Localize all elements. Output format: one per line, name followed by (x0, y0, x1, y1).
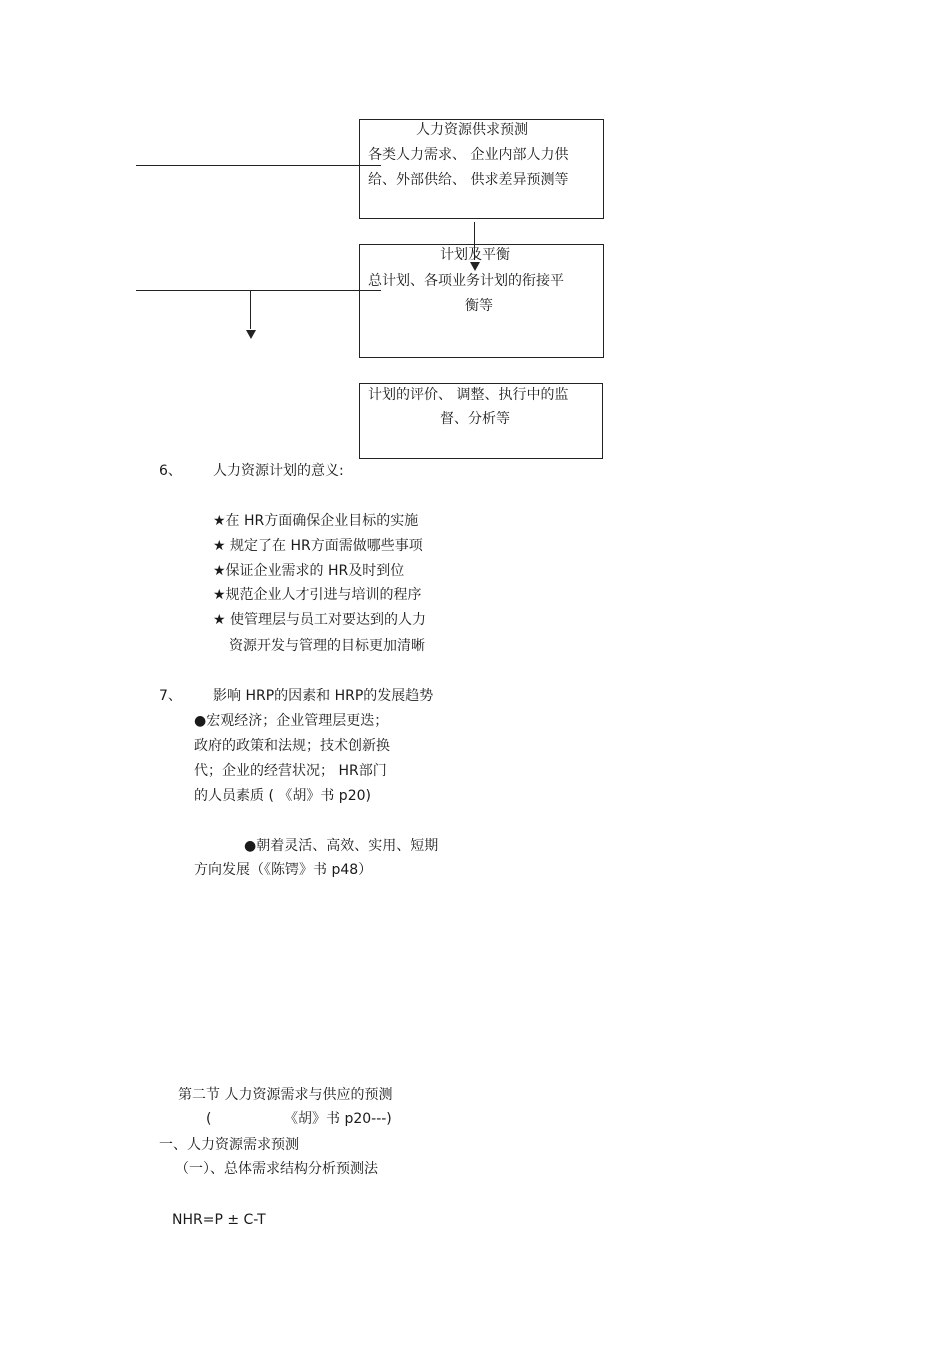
section-7-para2-line2: 方向发展（《陈锷》书 p48） (194, 862, 373, 878)
section-7-para2-line1: ●朝着灵活、高效、实用、短期 (244, 838, 439, 854)
section-6-item-4: ★规范企业人才引进与培训的程序 (213, 587, 422, 603)
section-7-para1-line1: ●宏观经济；企业管理层更迭； (194, 713, 389, 729)
section-7-number: 7、 (159, 688, 182, 704)
flow-box-plan-balance-line2: 衡等 (465, 298, 493, 314)
section-6-item-5-cont: 资源开发与管理的目标更加清晰 (229, 638, 425, 654)
connector-line-2 (136, 290, 381, 291)
flow-box-evaluation-line1: 计划的评价、 调整、执行中的监 (368, 387, 569, 403)
arrow-down-icon (246, 330, 256, 339)
flow-box-supply-demand-line2: 给、外部供给、 供求差异预测等 (368, 172, 569, 188)
section-two-heading: 第二节 人力资源需求与供应的预测 (178, 1087, 393, 1103)
section-two-formula: NHR=P ± C-T (172, 1212, 266, 1228)
flow-box-supply-demand-line1: 各类人力需求、 企业内部人力供 (368, 147, 569, 163)
section-7-para1-line3: 代；企业的经营状况； HR部门 (194, 763, 387, 779)
section-6-item-2: ★ 规定了在 HR方面需做哪些事项 (213, 538, 423, 554)
section-7-title: 影响 HRP的因素和 HRP的发展趋势 (213, 688, 434, 704)
section-6-number: 6、 (159, 463, 182, 479)
flow-box-evaluation-line2: 督、分析等 (440, 411, 510, 427)
section-two-ref: 《胡》书 p20---) (284, 1111, 392, 1127)
section-two-sub2: （一）、总体需求结构分析预测法 (175, 1161, 378, 1177)
section-6-item-5: ★ 使管理层与员工对要达到的人力 (213, 612, 427, 628)
section-two-ref-open: ( (206, 1111, 212, 1127)
connector-line-1 (136, 165, 381, 166)
section-6-item-1: ★在 HR方面确保企业目标的实施 (213, 513, 419, 529)
connector-arrow-shaft-2 (250, 291, 251, 329)
section-6-item-3: ★保证企业需求的 HR及时到位 (213, 563, 405, 579)
flow-box-plan-balance-line1: 总计划、各项业务计划的衔接平 (368, 273, 564, 289)
section-7-para1-line4: 的人员素质 ( 《胡》书 p20) (194, 788, 371, 804)
section-6-title: 人力资源计划的意义: (213, 463, 344, 479)
section-two-sub1: 一、人力资源需求预测 (159, 1137, 299, 1153)
flow-box-plan-balance-title: 计划及平衡 (440, 247, 510, 263)
section-7-para1-line2: 政府的政策和法规；技术创新换 (194, 738, 390, 754)
flow-box-supply-demand-title: 人力资源供求预测 (416, 122, 528, 138)
